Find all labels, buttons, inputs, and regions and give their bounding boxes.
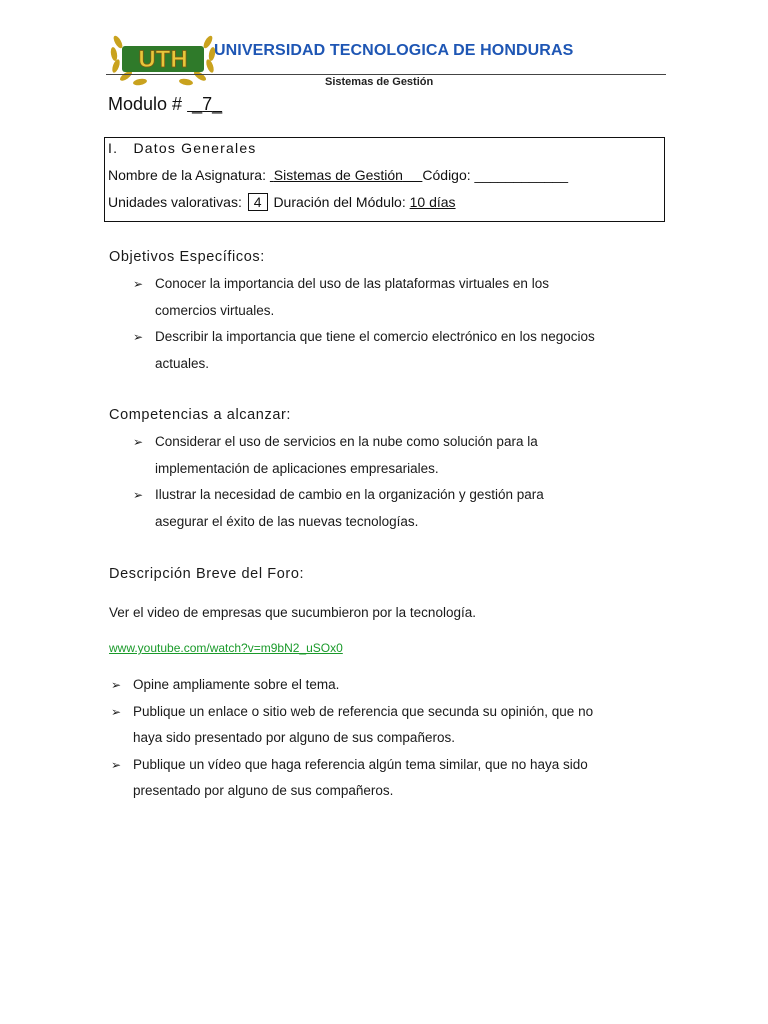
duration-value: 10 días bbox=[409, 194, 456, 210]
objectives-list bbox=[133, 271, 658, 377]
arrow-bullet-icon: ➢ bbox=[133, 277, 144, 291]
code-value: ____________ bbox=[474, 167, 568, 183]
competencies-list bbox=[133, 429, 658, 535]
subject-row bbox=[108, 167, 568, 183]
code-label: Código: bbox=[422, 167, 471, 183]
module-label: Modulo # bbox=[108, 94, 183, 114]
list-item: ➢ Describir la importancia que tiene el comercio electrónico en los negocios actuales. bbox=[155, 324, 658, 377]
forum-tasks-list bbox=[111, 672, 663, 805]
general-data-title: I. Datos Generales bbox=[108, 140, 257, 156]
objectives-heading: Objetivos Específicos: bbox=[109, 249, 265, 265]
list-item: ➢ Conocer la importancia del uso de las plataformas virtuales en los comercios virtuales. bbox=[155, 271, 658, 324]
list-item: ➢ Publique un enlace o sitio web de referencia que secunda su opinión, que no haya sido presentado por alguno de sus compañeros. bbox=[133, 699, 663, 752]
uth-logo bbox=[106, 28, 220, 88]
competencies-heading: Competencias a alcanzar: bbox=[109, 407, 292, 423]
university-title: UNIVERSIDAD TECNOLOGICA DE HONDURAS bbox=[214, 42, 574, 59]
arrow-bullet-icon: ➢ bbox=[111, 757, 122, 772]
arrow-bullet-icon: ➢ bbox=[133, 488, 144, 502]
arrow-bullet-icon: ➢ bbox=[133, 435, 144, 449]
subject-label: Nombre de la Asignatura: bbox=[108, 167, 266, 183]
list-item: ➢ Publique un vídeo que haga referencia algún tema similar, que no haya sido presentado por alguno de sus compañeros. bbox=[133, 752, 663, 805]
subject-value: Sistemas de Gestión bbox=[273, 167, 403, 183]
list-item: ➢ Ilustrar la necesidad de cambio en la organización y gestión para asegurar el éxito de las nuevas tecnologías. bbox=[155, 482, 658, 535]
forum-intro: Ver el video de empresas que sucumbieron por la tecnología. bbox=[109, 605, 476, 620]
svg-text:UTH: UTH bbox=[138, 46, 188, 73]
list-item: ➢ Opine ampliamente sobre el tema. bbox=[133, 672, 663, 699]
units-value: 4 bbox=[248, 193, 268, 211]
module-heading bbox=[108, 94, 222, 115]
list-item: ➢ Considerar el uso de servicios en la nube como solución para la implementación de aplicaciones empresariales. bbox=[155, 429, 658, 482]
module-number: _7_ bbox=[187, 94, 223, 114]
units-label: Unidades valorativas: bbox=[108, 194, 242, 210]
arrow-bullet-icon: ➢ bbox=[111, 678, 122, 692]
arrow-bullet-icon: ➢ bbox=[133, 330, 144, 344]
youtube-link[interactable]: www.youtube.com/watch?v=m9bN2_uSOx0 bbox=[109, 641, 343, 655]
arrow-bullet-icon: ➢ bbox=[111, 704, 122, 719]
course-subtitle: Sistemas de Gestión bbox=[325, 76, 434, 88]
forum-heading: Descripción Breve del Foro: bbox=[109, 566, 305, 582]
units-row bbox=[108, 193, 456, 211]
header-divider bbox=[106, 74, 666, 75]
duration-label: Duración del Módulo: bbox=[273, 194, 406, 210]
